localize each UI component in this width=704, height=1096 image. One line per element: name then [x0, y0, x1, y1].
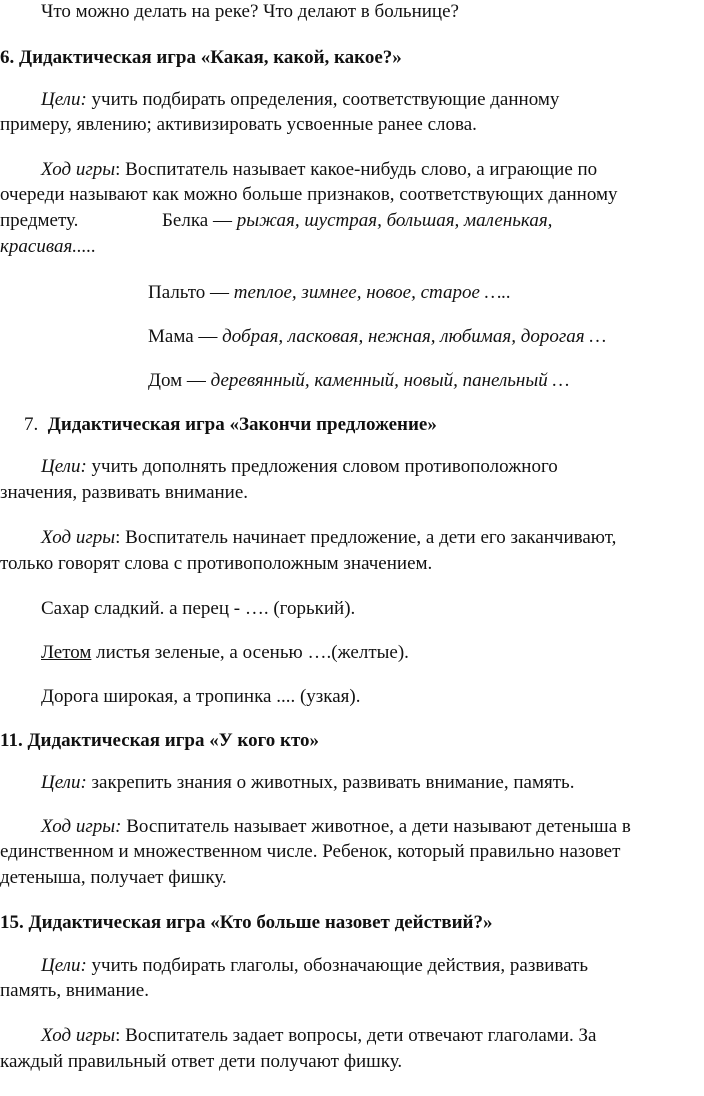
- game-6-course-line-2: очереди называют как можно больше признаков, соответствующих данному: [0, 184, 618, 205]
- goal-text: учить подбирать определения, соответствующие данному: [86, 89, 560, 110]
- game-6-example-2: [148, 325, 606, 349]
- heading-text: Дидактическая игра «Закончи предложение»: [47, 414, 437, 435]
- game-7-sentence-1: Сахар сладкий. а перец - …. (горький).: [41, 598, 356, 619]
- course-label: Ход игры:: [41, 816, 122, 837]
- game-6-goal-line-1: [41, 88, 559, 112]
- game-7-course-line-2: только говорят слова с противоположным значением.: [0, 553, 433, 574]
- example-attrs: деревянный, каменный, новый, панельный …: [210, 370, 570, 391]
- intro-question: Что можно делать на реке? Что делают в больнице?: [41, 1, 459, 22]
- course-text: : Воспитатель называет какое-нибудь слово, а играющие по: [115, 159, 598, 180]
- example-attrs: добрая, ласковая, нежная, любимая, дорогая …: [222, 326, 607, 347]
- game-11-goal-line-1: [41, 771, 574, 795]
- example-word: Дом —: [148, 370, 211, 391]
- game-15-heading: 15. Дидактическая игра «Кто больше назовет действий?»: [0, 912, 493, 933]
- course-text: Воспитатель называет животное, а дети называют детеныша в: [121, 816, 631, 837]
- example-attrs: рыжая, шустрая, большая, маленькая,: [236, 210, 553, 231]
- goal-label: Цели:: [41, 89, 87, 110]
- goal-label: Цели:: [41, 772, 87, 793]
- game-11-course-line-2: единственном и множественном числе. Ребенок, который правильно назовет: [0, 841, 621, 862]
- course-label: Ход игры: [41, 527, 116, 548]
- game-11-course-line-3: детеныша, получает фишку.: [0, 867, 227, 888]
- game-6-example-1: [148, 281, 511, 305]
- course-label: Ход игры: [41, 159, 116, 180]
- game-6-heading: 6. Дидактическая игра «Какая, какой, какое?»: [0, 47, 402, 68]
- course-text: : Воспитатель задает вопросы, дети отвечают глаголами. За: [115, 1025, 597, 1046]
- game-11-heading: 11. Дидактическая игра «У кого кто»: [0, 730, 320, 751]
- heading-number: 7.: [24, 414, 39, 435]
- game-11-course-line-1: [41, 815, 631, 839]
- game-6-goal-line-2: примеру, явлению; активизировать усвоенные ранее слова.: [0, 114, 477, 135]
- game-7-goal-line-1: [41, 455, 558, 479]
- game-6-course-line-1: [41, 158, 597, 182]
- goal-label: Цели:: [41, 456, 87, 477]
- game-7-heading: [24, 413, 437, 437]
- game-7-sentence-2: [41, 641, 409, 665]
- goal-label: Цели:: [41, 955, 87, 976]
- example-attrs: теплое, зимнее, новое, старое …..: [233, 282, 512, 303]
- game-6-course-line-3b: [162, 209, 552, 233]
- game-7-course-line-1: [41, 526, 616, 550]
- goal-text: учить дополнять предложения словом противоположного: [86, 456, 558, 477]
- goal-text: учить подбирать глаголы, обозначающие действия, развивать: [86, 955, 589, 976]
- game-15-goal-line-1: [41, 954, 588, 978]
- game-6-course-line-3a: предмету.: [0, 210, 79, 231]
- game-6-example-3: [148, 369, 569, 393]
- sentence-rest: листья зеленые, а осенью ….(желтые).: [91, 642, 409, 663]
- game-15-course-line-1: [41, 1024, 596, 1048]
- course-label: Ход игры: [41, 1025, 116, 1046]
- goal-text: закрепить знания о животных, развивать внимание, память.: [86, 772, 575, 793]
- game-7-goal-line-2: значения, развивать внимание.: [0, 482, 249, 503]
- underlined-word: Летом: [41, 642, 92, 663]
- game-15-course-line-2: каждый правильный ответ дети получают фишку.: [0, 1051, 403, 1072]
- game-6-course-line-4: красивая.....: [0, 236, 97, 257]
- game-15-goal-line-2: память, внимание.: [0, 980, 149, 1001]
- course-text: : Воспитатель начинает предложение, а дети его заканчивают,: [115, 527, 617, 548]
- example-word: Мама —: [148, 326, 223, 347]
- example-word: Белка —: [162, 210, 237, 231]
- example-word: Пальто —: [148, 282, 234, 303]
- game-7-sentence-3: Дорога широкая, а тропинка .... (узкая).: [41, 686, 361, 707]
